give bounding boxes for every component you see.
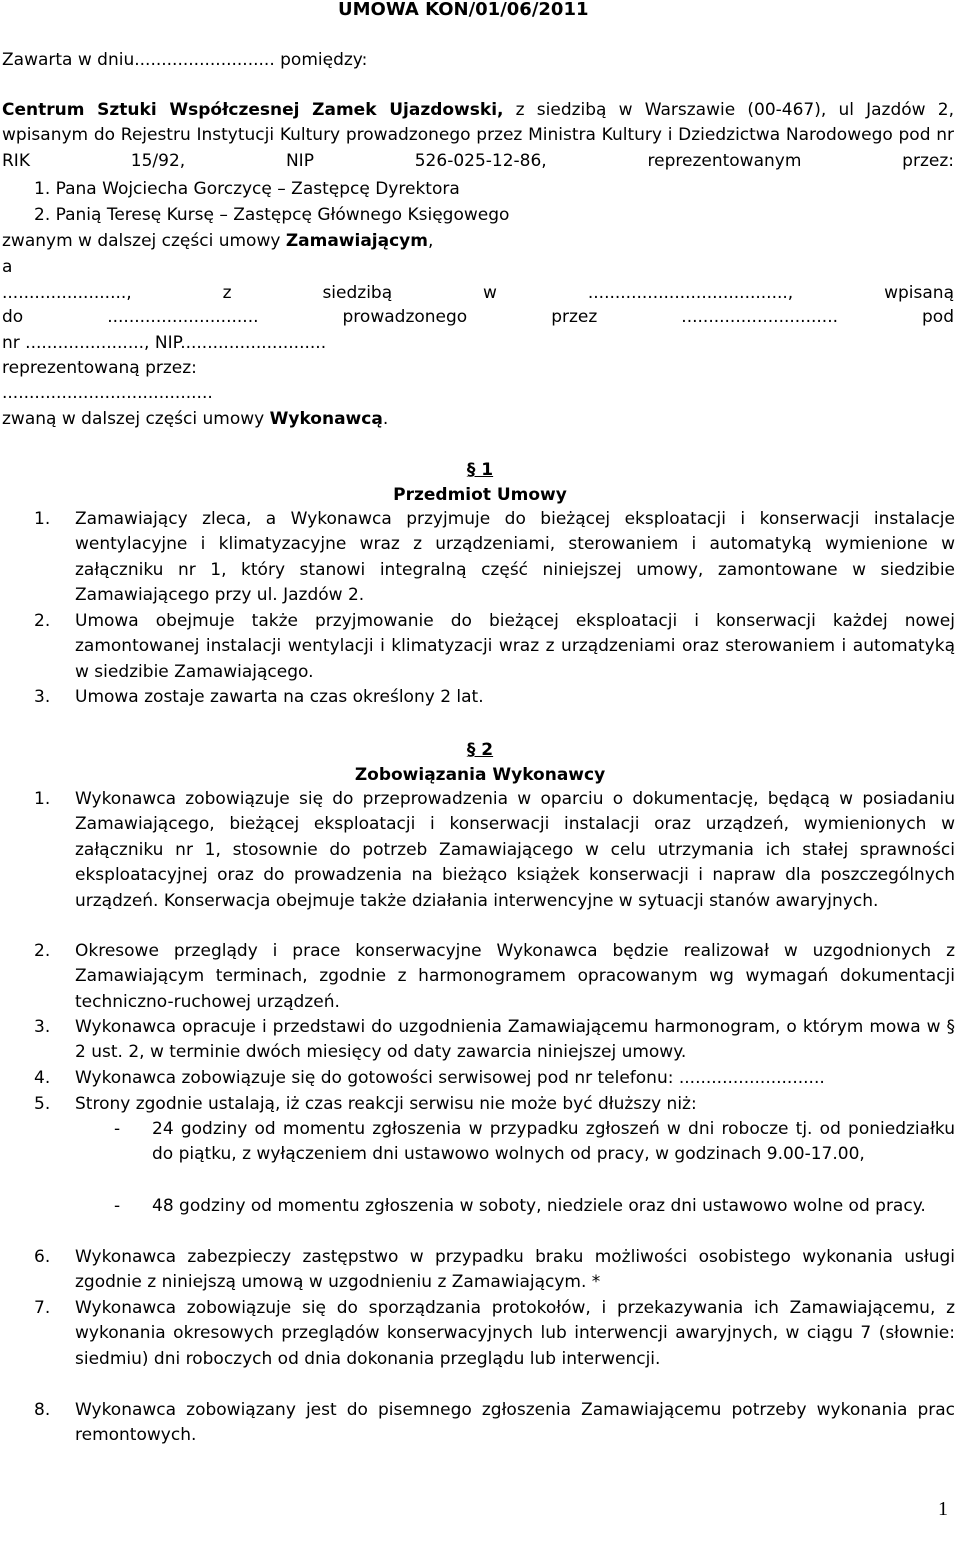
contractor-party-line xyxy=(2,406,388,432)
section-1-title: Przedmiot Umowy xyxy=(393,485,567,505)
ordering-party-suffix: , xyxy=(427,231,434,251)
section-2-symbol-text: § 2 xyxy=(466,740,494,760)
contractor-prefix: zwaną w dalszej części umowy xyxy=(2,409,270,429)
section-1-symbol-text: § 1 xyxy=(466,460,494,480)
s2-item-8-number: 8. xyxy=(34,1400,51,1420)
s2-item-5-number: 5. xyxy=(34,1094,51,1114)
page-number: 1 xyxy=(938,1498,948,1520)
contractor-line-2: do ............................ prowadzonego przez ............................. pod xyxy=(2,307,954,327)
contractor-dots: ....................................... xyxy=(2,383,213,403)
contract-title: UMOWA KON/01/06/2011 xyxy=(338,0,589,20)
s2-item-1-number: 1. xyxy=(34,789,51,809)
s1-item-3-number: 3. xyxy=(34,687,51,707)
s1-item-1-text: Zamawiający zleca, a Wykonawca przyjmuje do bieżącej eksploatacji i konserwacji instalacje wentylacyjne i klimatyzacyjne wraz z urządzeniami, sterowaniem i automatyką wymienione w załączniku nr 1, który stanowi integralną część niniejszej umowy, zamontowane w siedzibie Zamawiającego przy ul. Jazdów 2. xyxy=(75,509,955,606)
s2-item-4-text: Wykonawca zobowiązuje się do gotowości serwisowej pod nr telefonu: ........................... xyxy=(75,1068,825,1088)
contractor-representation: reprezentowaną przez: xyxy=(2,358,197,378)
s2-item-3-text: Wykonawca opracuje i przedstawi do uzgodnienia Zamawiającemu harmonogram, o którym mowa w § 2 ust. 2, w terminie dwóch miesięcy od daty zawarcia niniejszej umowy. xyxy=(75,1017,955,1063)
s2-subitem-2-dash: - xyxy=(114,1196,121,1216)
s2-item-6-text: Wykonawca zabezpieczy zastępstwo w przypadku braku możliwości osobistego wykonania usługi zgodnie z niniejszą umową w uzgodnieniu z Zamawiającym. * xyxy=(75,1247,955,1293)
section-1-symbol xyxy=(0,457,960,483)
s1-item-3-text: Umowa zostaje zawarta na czas określony 2 lat. xyxy=(75,687,484,707)
party-1-details: z siedzibą w Warszawie (00-467), ul Jazdów 2, wpisanym do Rejestru Instytucji Kultury prowadzonego przez Ministra Kultury i Dziedzictwa Narodowego pod nr RIK 15/92, NIP 526-025-12-86, reprezentowanym przez: xyxy=(2,100,954,171)
contractor-name: Wykonawcą xyxy=(269,409,383,429)
s2-item-2-text: Okresowe przeglądy i prace konserwacyjne Wykonawca będzie realizował w uzgodnionych z Zamawiającym terminach, zgodnie z harmonogramem opracowanym wg wymagań dokumentacji techniczno-ruchowej urządzeń. xyxy=(75,941,955,1012)
ordering-party-line xyxy=(2,228,433,254)
party-1-description xyxy=(2,98,954,176)
s2-item-6-number: 6. xyxy=(34,1247,51,1267)
s2-item-7-number: 7. xyxy=(34,1298,51,1318)
s2-item-3-number: 3. xyxy=(34,1017,51,1037)
ordering-party-prefix: zwanym w dalszej części umowy xyxy=(2,231,286,251)
s2-item-1-text: Wykonawca zobowiązuje się do przeprowadzenia w oparciu o dokumentację, będącą w posiadaniu Zamawiającego, bieżącej eksploatacji i konserwacji instalacji oraz urządzeń, wymienionych w załączniku nr 1, stosownie do potrzeb Zamawiającego w celu utrzymania ich stałej sprawności eksploatacyjnej oraz do prowadzenia na bieżąco książek konserwacji i napraw dla poszczególnych urządzeń. Konserwacja obejmuje także działania interwencyjne w sytuacji stanów awaryjnych. xyxy=(75,789,955,911)
s1-item-1-number: 1. xyxy=(34,509,51,529)
s2-item-8-text: Wykonawca zobowiązany jest do pisemnego zgłoszenia Zamawiającemu potrzeby wykonania prac remontowych. xyxy=(75,1400,955,1446)
s1-item-2-number: 2. xyxy=(34,611,51,631)
date-line: Zawarta w dniu.......................... pomiędzy: xyxy=(2,50,368,70)
s2-item-2-number: 2. xyxy=(34,941,51,961)
s2-item-7-text: Wykonawca zobowiązuje się do sporządzania protokołów, i przekazywania ich Zamawiającemu, z wykonania okresowych przeglądów konserwacyjnych lub interwencji awaryjnych, w ciągu 7 (słownie: siedmiu) dni roboczych od dnia dokonania przeglądu lub interwencji. xyxy=(75,1298,955,1369)
s2-item-4-number: 4. xyxy=(34,1068,51,1088)
conjunction-a: a xyxy=(2,257,13,277)
contractor-suffix: . xyxy=(382,409,389,429)
ordering-party-name: Zamawiającym xyxy=(285,231,428,251)
contractor-line-1: ......................., z siedzibą w ....................................., wpisaną xyxy=(2,283,954,303)
s2-subitem-1-dash: - xyxy=(114,1119,121,1139)
contractor-line-3: nr ......................, NIP........................... xyxy=(2,333,327,353)
section-2-title: Zobowiązania Wykonawcy xyxy=(354,765,606,785)
s2-subitem-1-text: 24 godziny od momentu zgłoszenia w przypadku zgłoszeń w dni robocze tj. od poniedziałku do piątku, z wyłączeniem dni ustawowo wolnych od pracy, w godzinach 9.00-17.00, xyxy=(152,1119,955,1165)
party-1-name: Centrum Sztuki Współczesnej Zamek Ujazdowski, xyxy=(2,100,504,120)
representative-2: 2. Panią Teresę Kursę – Zastępcę Głównego Księgowego xyxy=(34,205,510,225)
s2-subitem-2-text: 48 godziny od momentu zgłoszenia w soboty, niedziele oraz dni ustawowo wolne od pracy. xyxy=(152,1196,926,1216)
representative-1: 1. Pana Wojciecha Gorczycę – Zastępcę Dyrektora xyxy=(34,179,460,199)
s2-item-5-text: Strony zgodnie ustalają, iż czas reakcji serwisu nie może być dłuższy niż: xyxy=(75,1094,697,1114)
s1-item-2-text: Umowa obejmuje także przyjmowanie do bieżącej eksploatacji i konserwacji każdej nowej zamontowanej instalacji wentylacji i klimatyzacji wraz z urządzeniami oraz sterowaniem i automatyką w siedzibie Zamawiającego. xyxy=(75,611,955,682)
section-2-symbol xyxy=(0,737,960,763)
